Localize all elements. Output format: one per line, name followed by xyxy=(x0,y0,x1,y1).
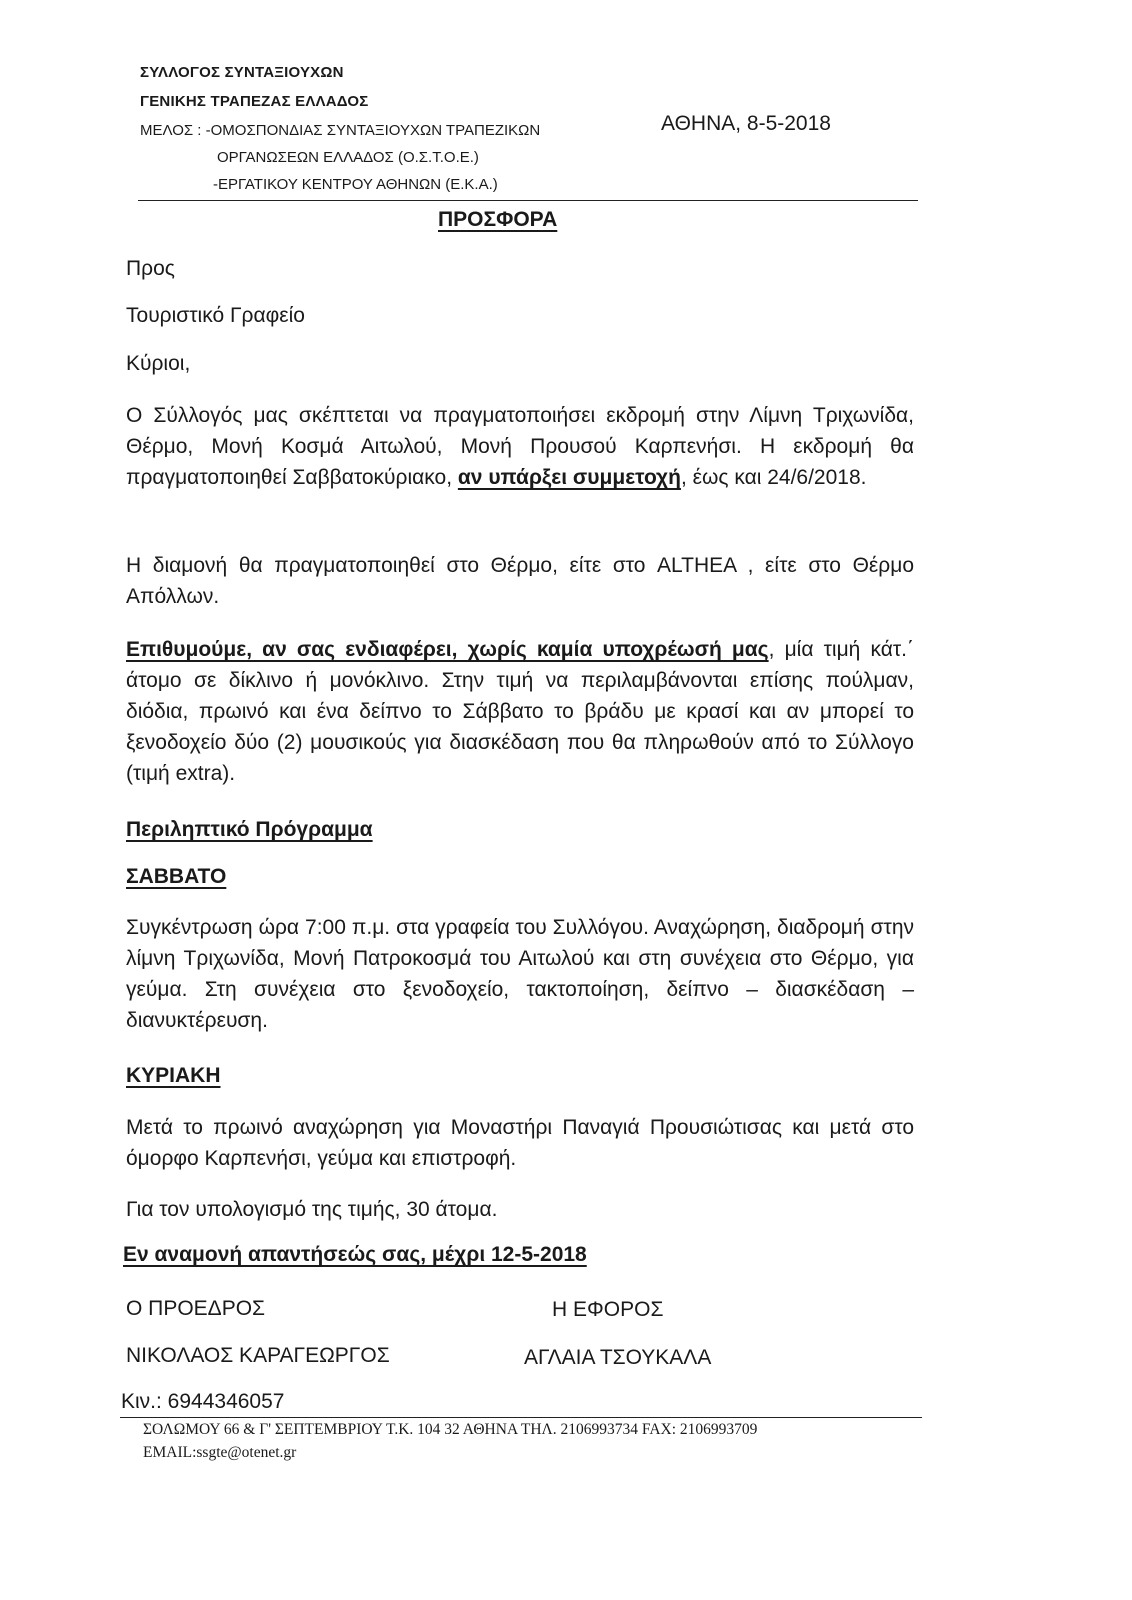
header-divider xyxy=(138,200,918,201)
member-line1: ΜΕΛΟΣ : -ΟΜΟΣΠΟΝΔΙΑΣ ΣΥΝΤΑΞΙΟΥΧΩΝ ΤΡΑΠΕΖΙΚΩΝ xyxy=(140,122,541,139)
president-name: ΝΙΚΟΛΑΟΣ ΚΑΡΑΓΕΩΡΓΟΣ xyxy=(126,1344,390,1367)
paragraph-excursion xyxy=(126,400,914,493)
document-title: ΠΡΟΣΦΟΡΑ xyxy=(438,208,558,231)
treasurer-name: ΑΓΛΑΙΑ ΤΣΟΥΚΑΛΑ xyxy=(524,1346,712,1369)
salutation: Κύριοι, xyxy=(126,352,191,375)
recipient: Τουριστικό Γραφείο xyxy=(126,304,305,327)
footer-address: ΣΟΛΩΜΟΥ 66 & Γ' ΣΕΠΤΕΜΒΡΙΟΥ Τ.Κ. 104 32 ΑΘΗΝΑ ΤΗΛ. 2106993734 FAX: 2106993709 xyxy=(143,1421,758,1438)
member-line3: -ΕΡΓΑΤΙΚΟΥ ΚΕΝΤΡΟΥ ΑΘΗΝΩΝ (Ε.Κ.Α.) xyxy=(213,176,498,193)
program-heading: Περιληπτικό Πρόγραμμα xyxy=(126,818,373,841)
paragraph-excursion-tail: , έως και 24/6/2018. xyxy=(680,466,867,489)
sunday-schedule: Μετά το πρωινό αναχώρηση για Μοναστήρι Παναγιά Προυσιώτισας και μετά στο όμορφο Καρπενήσι, γεύμα και επιστροφή. xyxy=(126,1116,914,1170)
place-date: ΑΘΗΝΑ, 8-5-2018 xyxy=(661,112,831,135)
mobile-phone: Κιν.: 6944346057 xyxy=(121,1390,285,1413)
org-name-line1: ΣΥΛΛΟΓΟΣ ΣΥΝΤΑΞΙΟΥΧΩΝ xyxy=(140,64,344,81)
participation-condition: αν υπάρξει συμμετοχή xyxy=(457,466,681,489)
to-label: Προς xyxy=(126,257,175,280)
president-title: Ο ΠΡΟΕΔΡΟΣ xyxy=(126,1297,266,1320)
sunday-heading: ΚΥΡΙΑΚΗ xyxy=(126,1064,221,1087)
paragraph-excursion-text: Ο Σύλλογός μας σκέπτεται να πραγματοποιήσει εκδρομή στην Λίμνη Τριχωνίδα, Θέρμο, Μονή Κοσμά Αιτωλού, Μονή Προυσού Καρπενήσι. Η εκδρομή θα πραγματοποιηθεί Σαββατοκύριακο, xyxy=(126,404,914,489)
paragraph-request-text: , μία τιμή κάτ.΄ άτομο σε δίκλινο ή μονόκλινο. Στην τιμή να περιλαμβάνονται επίσης πούλμαν, διόδια, πρωινό και ένα δείπνο το Σάββατο το βράδυ με κρασί και αν μπορεί το ξενοδοχείο δύο (2) μουσικούς για διασκέδαση που θα πληρωθούν από το Σύλλογο (τιμή extra). xyxy=(126,638,914,785)
saturday-schedule: Συγκέντρωση ώρα 7:00 π.μ. στα γραφεία του Συλλόγου. Αναχώρηση, διαδρομή στην λίμνη Τριχωνίδα, Μονή Πατροκοσμά του Αιτωλού και στη συνέχεια στο Θέρμο, για γεύμα. Στη συνέχεια στο ξενοδοχείο, τακτοποίηση, δείπνο – διασκέδαση – διανυκτέρευση. xyxy=(126,916,914,1032)
footer-email: EMAIL:ssgte@otenet.gr xyxy=(143,1444,297,1461)
awaiting-reply: Εν αναμονή απαντήσεώς σας, μέχρι 12-5-2018 xyxy=(123,1243,587,1266)
saturday-heading: ΣΑΒΒΑΤΟ xyxy=(126,865,227,888)
member-line2: ΟΡΓΑΝΩΣΕΩΝ ΕΛΛΑΔΟΣ (Ο.Σ.Τ.Ο.Ε.) xyxy=(217,149,479,166)
treasurer-title: Η ΕΦΟΡΟΣ xyxy=(552,1298,664,1321)
paragraph-accommodation: Η διαμονή θα πραγματοποιηθεί στο Θέρμο, είτε στο ALTHEA , είτε στο Θέρμο Απόλλων. xyxy=(126,554,914,608)
org-name-line2: ΓΕΝΙΚΗΣ ΤΡΑΠΕΖΑΣ ΕΛΛΑΔΟΣ xyxy=(140,93,369,110)
footer-divider xyxy=(120,1417,922,1418)
paragraph-request xyxy=(126,634,914,789)
pricing-note: Για τον υπολογισμό της τιμής, 30 άτομα. xyxy=(126,1198,498,1221)
request-emphasis: Επιθυμούμε, αν σας ενδιαφέρει, χωρίς καμία υποχρέωσή μας xyxy=(126,638,769,661)
